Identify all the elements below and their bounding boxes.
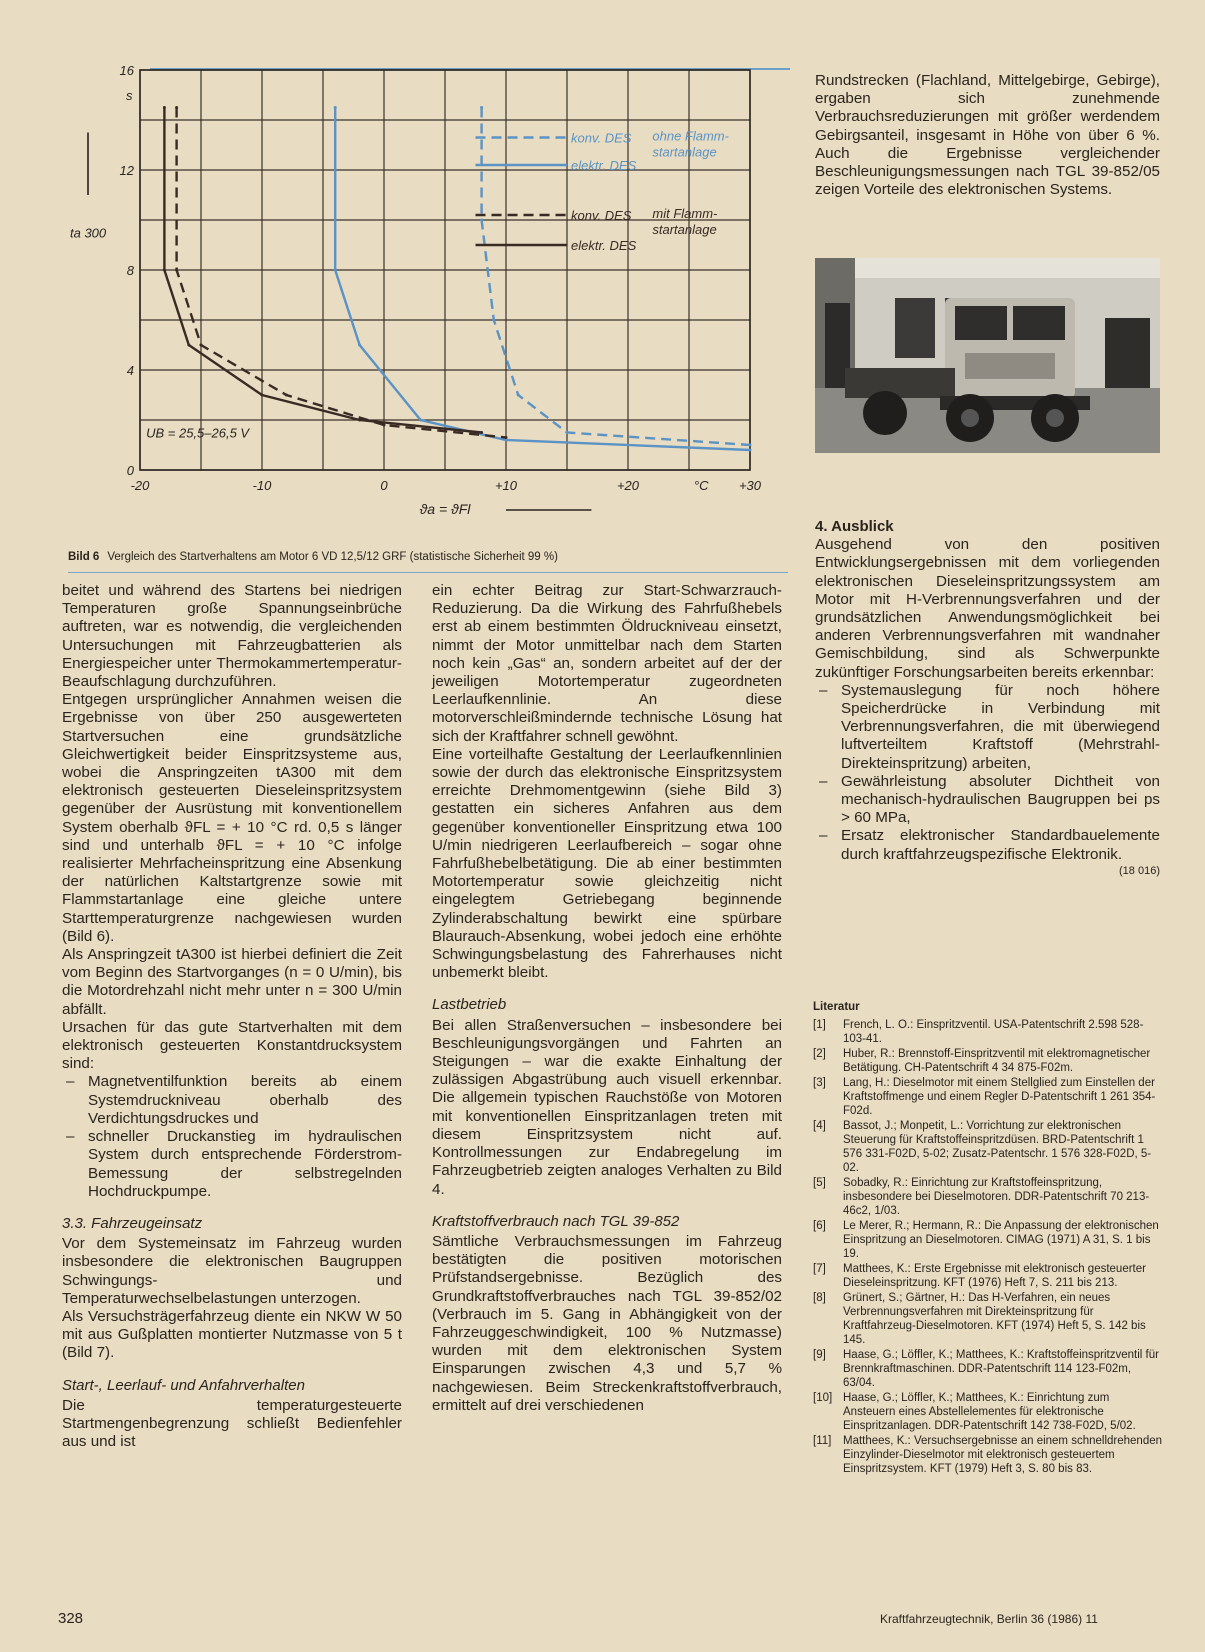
series-point-3 bbox=[200, 344, 203, 347]
series-point-3 bbox=[285, 394, 288, 397]
literature-number: [6] bbox=[813, 1220, 826, 1232]
paragraph: Rundstrecken (Flachland, Mittelgebirge, Gebirge), ergaben sich zunehmende Verbrauchsreduzierungen mit größer werdendem Gebirgsanteil, insgesamt in Höhe von über 6 %. Auch die Ergebnisse vergleichender Beschleunigungsmessungen nach TGL 39-852/05 zeigen Vorteile des elektronischen Systems. bbox=[815, 72, 1160, 199]
literature-item bbox=[813, 1076, 1163, 1118]
literature-number: [11] bbox=[813, 1435, 832, 1447]
literature-text: Huber, R.: Brennstoff-Einspritzventil mit elektromagnetischer Betätigung. CH-Patentschrift 4 34 875-F02m. bbox=[843, 1048, 1151, 1074]
subsection-heading: Start-, Leerlauf- und Anfahrverhalten bbox=[62, 1376, 305, 1394]
y-tick-label: 0 bbox=[126, 463, 134, 478]
y-tick-label: 8 bbox=[126, 263, 134, 278]
series-point-4 bbox=[480, 431, 483, 434]
caption-label: Bild 6 bbox=[68, 551, 100, 563]
literature-item bbox=[813, 1018, 1163, 1046]
paragraph: Als Anspringzeit tA300 ist hierbei definiert die Zeit vom Beginn des Startvorganges (n = 0 U/min), bis die Motordrehzahl nicht mehr unter n = 300 U/min abfällt. bbox=[62, 946, 402, 1018]
y-tick-label: 4 bbox=[126, 363, 134, 378]
literature-number: [1] bbox=[813, 1019, 826, 1031]
paragraph: beitet und während des Startens bei niedrigen Temperaturen große Spannungseinbrüche auftreten, war es notwendig, die vergleichenden Untersuchungen mit Fahrzeugbatterien als Energiespeicher unter Thermokammertemperatur-Beaufschlagung durchzuführen. bbox=[62, 582, 402, 691]
series-point-2 bbox=[419, 419, 422, 422]
series-point-2 bbox=[358, 344, 361, 347]
x-axis-label: ϑa = ϑFl bbox=[419, 501, 471, 517]
truck-photo-image bbox=[815, 258, 1160, 453]
paragraph: Bei allen Straßenversuchen – insbesondere bei Beschleunigungsvorgängen und Fahrten an Steigungen – war die exakte Einhaltung der zulässigen Abgastrübung auch visuell erkennbar. Die allgemein typischen Rauchstöße von Motoren mit konventionellen Einspritzanlagen treten mit diesem Einspritzsystem nicht auf. Kontrollmessungen zur Endabregelung im Fahrzeugbetrieb zeigten analoges Verhalten zu Bild 4. bbox=[432, 1016, 782, 1198]
subsection-heading: Kraftstoffverbrauch nach TGL 39-852 bbox=[432, 1212, 680, 1230]
series-point-2 bbox=[334, 269, 337, 272]
literature-list bbox=[813, 1000, 1163, 1477]
literature-number: [10] bbox=[813, 1392, 833, 1404]
literature-item bbox=[813, 1219, 1163, 1261]
y-axis-label: ta 300 bbox=[70, 225, 107, 241]
legend-entry: elektr. DES bbox=[571, 158, 637, 173]
literature-text: Grünert, S.; Gärtner, H.: Das H-Verfahren, ein neues Verbrennungsverfahren mit Direkteinspritzung für Kraftfahrzeug-Dieselmotoren. KFT (1974) Heft 5, S. 142 bis 145. bbox=[843, 1292, 1146, 1346]
subsection-heading: Lastbetrieb bbox=[432, 996, 507, 1014]
series-point-3 bbox=[175, 269, 178, 272]
y-tick-label: 16 bbox=[119, 63, 134, 78]
column-2 bbox=[432, 582, 782, 1415]
legend-group-label: startanlage bbox=[652, 222, 717, 237]
literature-number: [8] bbox=[813, 1292, 826, 1304]
legend-entry: konv. DES bbox=[571, 208, 632, 223]
series-point-1 bbox=[480, 106, 483, 109]
literature-number: [4] bbox=[813, 1120, 826, 1132]
bullet-list bbox=[62, 1073, 402, 1200]
legend-group-label: ohne Flamm- bbox=[652, 128, 729, 144]
page-number: 328 bbox=[58, 1610, 84, 1627]
list-item: – Gewährleistung absoluter Dichtheit von mechanisch-hydraulischen Baugruppen bei ps > 60 MPa, bbox=[841, 773, 1160, 828]
literature-number: [5] bbox=[813, 1177, 826, 1189]
list-item: – Magnetventilfunktion bereits ab einem Systemdruckniveau oberhalb des Verdichtungsdruckes und bbox=[88, 1073, 402, 1128]
list-item: – Systemauslegung für noch höhere Speicherdrücke in Verbindung mit Verbrennungsverfahren, die mit überwiegend luftverteiltem Kraftstoff (Mehrstrahl-Direkteinspritzung) arbeiten, bbox=[841, 682, 1160, 773]
chart-bild-6 bbox=[60, 60, 810, 530]
literature-text: Le Merer, R.; Hermann, R.: Die Anpassung der elektronischen Einspritzung an Dieselmotoren. CIMAG (1971) A 31, S. 1 bis 19. bbox=[843, 1220, 1159, 1260]
literature-item bbox=[813, 1176, 1163, 1218]
y-tick-label: 12 bbox=[119, 163, 134, 178]
literature-text: Bassot, J.; Monpetit, L.: Vorrichtung zur elektronischen Steuerung für Kraftstoffeinspritzdüsen. BRD-Patentschrift 1 576 331-F02D, 5-02; Zusatz-Patentschr. 1 576 328-F02D, 5-02. bbox=[843, 1120, 1152, 1174]
series-point-3 bbox=[383, 424, 386, 427]
literature-text: Haase, G.; Löffler, K.; Matthees, K.: Kraftstoffeinspritzventil für Brennkraftmaschinen. DDR-Patentschrift 114 123-F02m, 63/04. bbox=[843, 1349, 1159, 1389]
caption-rule bbox=[68, 572, 788, 573]
literature-text: Matthees, K.: Versuchsergebnisse an einem schnelldrehenden Einzylinder-Dieselmotor mit elektronisch gesteuertem Einspritzsystem. KFT (1979) Heft 3, S. 80 bis 83. bbox=[843, 1435, 1163, 1475]
paragraph: Entgegen ursprünglicher Annahmen weisen die Ergebnisse von über 250 ausgewerteten Startversuchen eine grundsätzliche Gleichwertigkeit beider Einspritzsysteme aus, wobei die Anspringzeiten tA300 mit dem elektronisch gesteuerten Dieseleinspritzsystem gegenüber der Ausrüstung mit konventionellem System oberhalb ϑFL = + 10 °C rd. 0,5 s länger sind und unterhalb ϑFL = + 10 °C infolge realisierter Mehrfacheinspritzung eine Absenkung der natürlichen Kaltstartgrenze sowie mit Flammstartanlage eine gleiche untere Starttemperaturgrenze nachgewiesen wurden (Bild 6). bbox=[62, 691, 402, 945]
paragraph: ein echter Beitrag zur Start-Schwarzrauch-Reduzierung. Da die Wirkung des Fahrfußhebels erst ab einem bestimmten Öldruckniveau einsetzt, nimmt der Motor unmittelbar nach dem Starten noch kein „Gas“ an, sondern arbeitet auf der der jeweiligen Motortemperatur zugeordneten Leerlaufkennlinie. An diese motorverschleißmindernde technische Lösung hat sich der Kraftfahrer schnell gewöhnt. bbox=[432, 582, 782, 745]
literature-text: Haase, G.; Löffler, K.; Matthees, K.: Einrichtung zum Ansteuern eines Abstellelementes für elektronische Einspritzanlagen. DDR-Patentschrift 142 738-F02D, 5/02. bbox=[843, 1392, 1136, 1432]
literature-item bbox=[813, 1348, 1163, 1390]
column-3-bottom bbox=[815, 518, 1160, 880]
literature-number: [9] bbox=[813, 1349, 826, 1361]
truck-photo bbox=[815, 258, 1160, 453]
literature-item bbox=[813, 1391, 1163, 1433]
literature-number: [3] bbox=[813, 1077, 826, 1089]
x-tick-label: +10 bbox=[494, 478, 518, 493]
literature-item bbox=[813, 1119, 1163, 1175]
series-point-4 bbox=[163, 106, 166, 109]
legend-group-label: mit Flamm- bbox=[652, 206, 718, 221]
series-point-3 bbox=[175, 106, 178, 109]
series-point-1 bbox=[749, 444, 752, 447]
series-point-4 bbox=[187, 344, 190, 347]
literature-item bbox=[813, 1434, 1163, 1476]
figure-caption bbox=[68, 551, 558, 563]
list-item: – schneller Druckanstieg im hydraulischen System durch entsprechende Förderstrom-Bemessung der selbstregelnden Hochdruckpumpe. bbox=[88, 1128, 402, 1201]
column-1 bbox=[62, 582, 402, 1451]
series-point-1 bbox=[517, 394, 520, 397]
legend-entry: elektr. DES bbox=[571, 238, 637, 253]
chart-labels bbox=[70, 63, 762, 517]
series-point-4 bbox=[358, 419, 361, 422]
article-reference: (18 016) bbox=[1119, 864, 1160, 877]
series-point-3 bbox=[505, 436, 508, 439]
paragraph: Als Versuchsträgerfahrzeug diente ein NKW W 50 mit aus Gußplatten montierter Nutzmasse von 5 t (Bild 7). bbox=[62, 1307, 402, 1362]
literature-items bbox=[813, 1018, 1163, 1476]
series-point-1 bbox=[492, 319, 495, 322]
series-line-3 bbox=[177, 108, 506, 438]
literature-text: French, L. O.: Einspritzventil. USA-Patentschrift 2.598 528-103-41. bbox=[843, 1019, 1144, 1045]
x-tick-label: 0 bbox=[380, 478, 388, 493]
paragraph: Ursachen für das gute Startverhalten mit dem elektronisch gesteuerten Konstantdrucksystem sind: bbox=[62, 1018, 402, 1073]
paragraph: Vor dem Systemeinsatz im Fahrzeug wurden insbesondere die elektronischen Baugruppen Schwingungs- und Temperaturwechselbelastungen unterzogen. bbox=[62, 1235, 402, 1307]
paragraph: Die temperaturgesteuerte Startmengenbegrenzung schließt Bedienfehler aus und ist bbox=[62, 1396, 402, 1451]
y-unit-label: s bbox=[126, 88, 133, 103]
series-point-2 bbox=[334, 106, 337, 109]
paragraph: Eine vorteilhafte Gestaltung der Leerlaufkennlinien sowie der durch das elektronische Einspritzsystem erreichte Drehmomentgewinn (siehe Bild 3) gestatten ein sicheres Anfahren aus dem gegenüber konventioneller Einspritzung etwa 100 U/min niedrigeren Leerlaufbereich – sogar ohne Fahrfußhebelbetätigung. Die ab einer bestimmten Motortemperatur sowie gleichzeitig nicht eingelegtem Getriebegang beginnende Zylinderabschaltung bewirkt eine spürbare Blaurauch-Absenkung, wobei jedoch eine erhöhte Schwingungsbelastung des Fahrerhauses nicht unbemerkt bleibt. bbox=[432, 745, 782, 982]
series-point-4 bbox=[163, 269, 166, 272]
literature-text: Matthees, K.: Erste Ergebnisse mit elektronisch gesteuerter Dieseleinspritzung. KFT (1976) Heft 7, S. 211 bis 213. bbox=[843, 1263, 1146, 1289]
literature-item bbox=[813, 1262, 1163, 1290]
literature-text: Sobadky, R.: Einrichtung zur Kraftstoffeinspritzung, insbesondere bei Dieselmotoren. DDR-Patentschrift 70 213-46c2, 1/03. bbox=[843, 1177, 1150, 1217]
section-heading: 3.3. Fahrzeugeinsatz bbox=[62, 1214, 203, 1232]
section-heading: 4. Ausblick bbox=[815, 518, 894, 535]
legend-group-label: startanlage bbox=[652, 144, 717, 160]
column-3-top bbox=[815, 72, 1160, 199]
voltage-annotation: UB = 25,5–26,5 V bbox=[146, 425, 250, 441]
literature-item bbox=[813, 1291, 1163, 1347]
x-tick-label: -10 bbox=[252, 478, 272, 493]
list-item: – Ersatz elektronischer Standardbauelemente durch kraftfahrzeugspezifische Elektronik. bbox=[841, 827, 1160, 863]
literature-number: [2] bbox=[813, 1048, 826, 1060]
series-point-4 bbox=[261, 394, 264, 397]
series-point-1 bbox=[480, 219, 483, 222]
literature-heading: Literatur bbox=[813, 1001, 860, 1013]
series-point-1 bbox=[566, 431, 569, 434]
literature-number: [7] bbox=[813, 1263, 826, 1275]
caption-text: Vergleich des Startverhaltens am Motor 6 VD 12,5/12 GRF (statistische Sicherheit 99 %) bbox=[107, 551, 558, 563]
legend-entry: konv. DES bbox=[571, 130, 632, 146]
bullet-list bbox=[815, 682, 1160, 864]
literature-text: Lang, H.: Dieselmotor mit einem Stellglied zum Einstellen der Kraftstoffmenge und einem Regler D-Patentschrift 1 261 354-F02d. bbox=[843, 1077, 1156, 1117]
x-tick-label: °C bbox=[693, 478, 709, 493]
paragraph: Ausgehend von den positiven Entwicklungsergebnissen mit dem vorliegenden elektronischen Dieseleinspritzungssystem am Motor mit H-Verbrennungsverfahren und der grundsätzlichen Anwendungsmöglichkeit bei anderen Verbrennungsverfahren mit wandnaher Gemischbildung, sind als Schwerpunkte zukünftiger Forschungsarbeiten bereits erkennbar: bbox=[815, 536, 1160, 681]
journal-footer: Kraftfahrzeugtechnik, Berlin 36 (1986) 11 bbox=[880, 1612, 1098, 1626]
paragraph: Sämtliche Verbrauchsmessungen im Fahrzeug bestätigten die positiven motorischen Prüfstandsergebnisse. Bezüglich des Grundkraftstoffverbrauches nach TGL 39-852/02 (Verbrauch im 5. Gang in Abhängigkeit von der Fahrzeuggeschwindigkeit, 100 % Nutzmasse) wurden mit dem elektronischen System Einsparungen zwischen 4,3 und 5,7 % nachgewiesen. Beim Streckenkraftstoffverbrauch, ermittelt auf drei verschiedenen bbox=[432, 1232, 782, 1414]
x-tick-label: +30 bbox=[738, 478, 762, 493]
x-tick-label: +20 bbox=[616, 478, 640, 493]
series-point-2 bbox=[749, 449, 752, 452]
x-tick-label: -20 bbox=[130, 478, 150, 493]
literature-item bbox=[813, 1047, 1163, 1075]
